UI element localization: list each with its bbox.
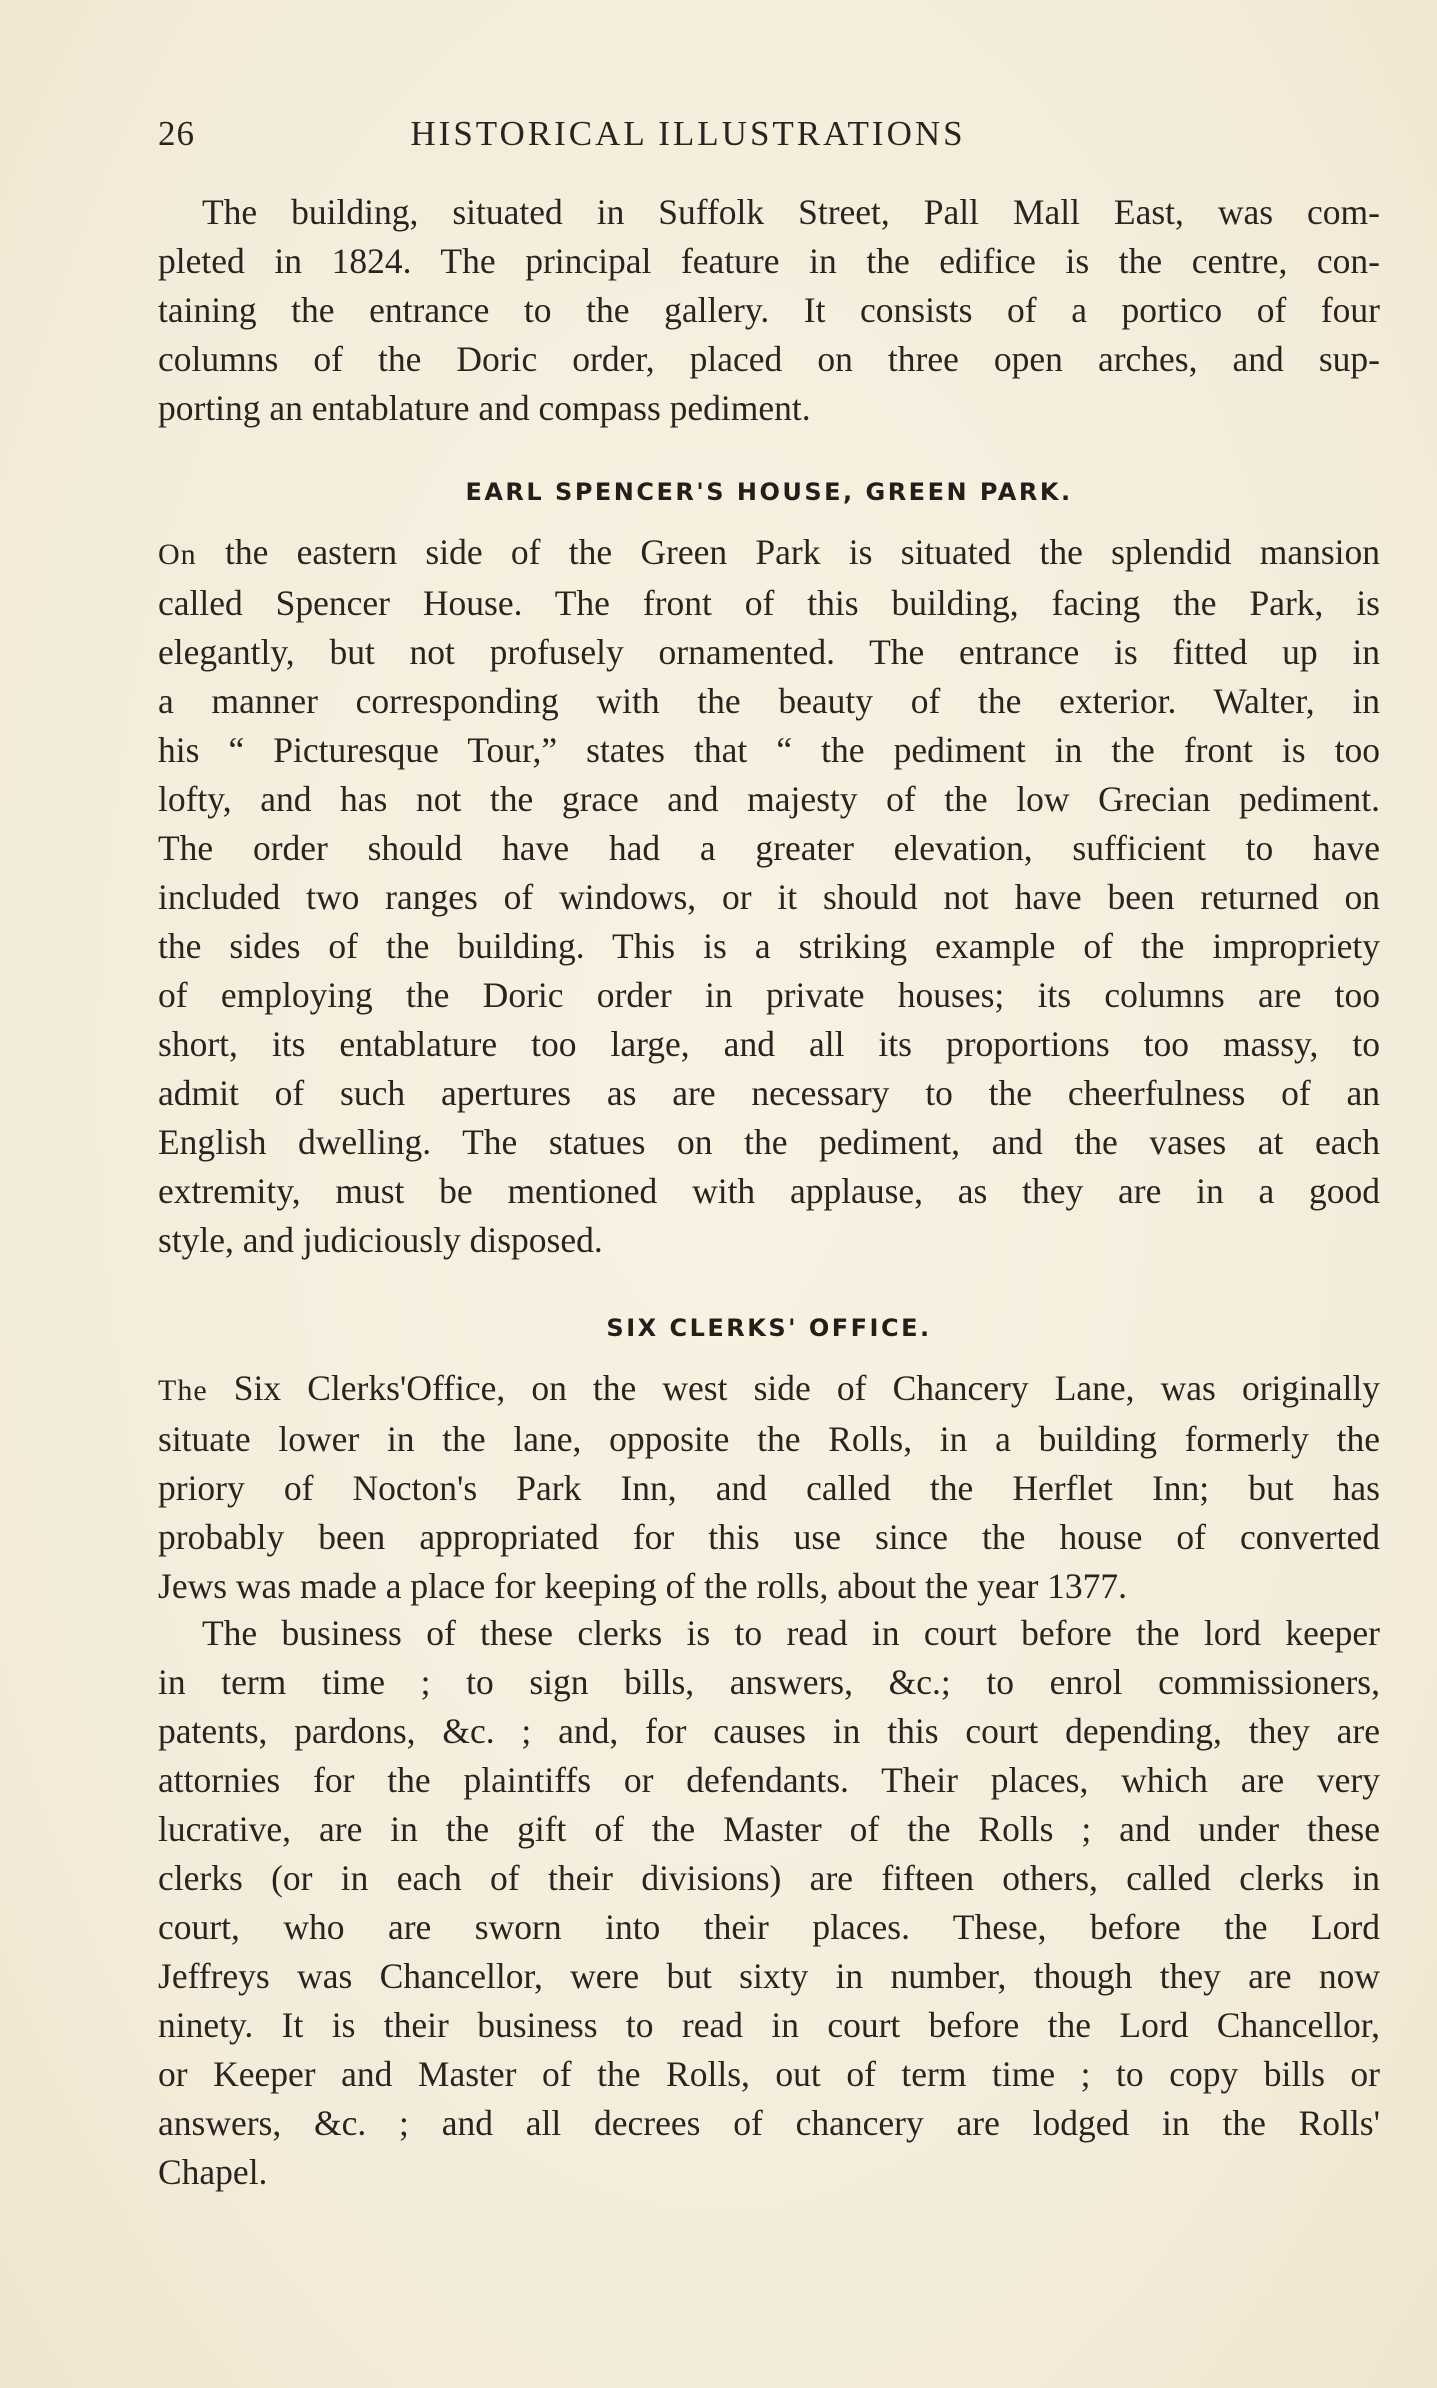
text-line: Chapel. — [158, 2152, 268, 2192]
text-line: the sides of the building. This is a striking example of the impropriety — [158, 926, 1380, 966]
text-line: in term time ; to sign bills, answers, &c.; to enrol commissioners, — [158, 1662, 1380, 1702]
text-line-body: Six Clerks'Office, on the west side of Chancery Lane, was originally — [233, 1368, 1381, 1408]
text-line: Jeffreys was Chancellor, were but sixty in number, though they are now — [158, 1956, 1380, 1996]
text-line: The business of these clerks is to read in court before the lord keeper — [202, 1613, 1380, 1653]
lead-word: The — [158, 1374, 208, 1407]
text-line: attornies for the plaintiffs or defendants. Their places, which are very — [158, 1760, 1380, 1800]
paragraph-building — [158, 188, 1380, 433]
text-line: The building, situated in Suffolk Street, Pall Mall East, was com- — [202, 192, 1380, 232]
text-line: extremity, must be mentioned with applause, as they are in a good — [158, 1171, 1380, 1211]
section-heading-spencer-house: EARL SPENCER'S HOUSE, GREEN PARK. — [465, 478, 1073, 506]
text-line: short, its entablature too large, and all its proportions too massy, to — [158, 1024, 1380, 1064]
text-line: admit of such apertures as are necessary to the cheerfulness of an — [158, 1073, 1380, 1113]
text-line: or Keeper and Master of the Rolls, out of term time ; to copy bills or — [158, 2054, 1380, 2094]
text-line: porting an entablature and compass pediment. — [158, 388, 811, 428]
text-line: Jews was made a place for keeping of the rolls, about the year 1377. — [158, 1566, 1128, 1606]
running-head — [158, 114, 1380, 164]
text-line — [158, 528, 1380, 579]
paragraph-six-clerks — [158, 1364, 1380, 1611]
lead-word: On — [158, 538, 197, 571]
running-title: HISTORICAL ILLUSTRATIONS — [410, 114, 966, 153]
text-line: included two ranges of windows, or it should not have been returned on — [158, 877, 1380, 917]
text-line: The order should have had a greater elevation, sufficient to have — [158, 828, 1380, 868]
text-line — [158, 1364, 1380, 1415]
text-line: style, and judiciously disposed. — [158, 1220, 603, 1260]
text-line: clerks (or in each of their divisions) are fifteen others, called clerks in — [158, 1858, 1380, 1898]
text-line: probably been appropriated for this use since the house of converted — [158, 1517, 1380, 1557]
paragraph-clerks-business — [158, 1609, 1380, 2197]
page-number: 26 — [158, 114, 195, 153]
text-line: lofty, and has not the grace and majesty of the low Grecian pediment. — [158, 779, 1380, 819]
text-line: a manner corresponding with the beauty of the exterior. Walter, in — [158, 681, 1380, 721]
text-line: ninety. It is their business to read in court before the Lord Chancellor, — [158, 2005, 1380, 2045]
text-line: called Spencer House. The front of this building, facing the Park, is — [158, 583, 1380, 623]
text-line: situate lower in the lane, opposite the Rolls, in a building formerly the — [158, 1419, 1380, 1459]
text-line: taining the entrance to the gallery. It consists of a portico of four — [158, 290, 1380, 330]
text-line: English dwelling. The statues on the pediment, and the vases at each — [158, 1122, 1380, 1162]
text-line: patents, pardons, &c. ; and, for causes in this court depending, they are — [158, 1711, 1380, 1751]
paragraph-spencer-house — [158, 528, 1380, 1265]
text-line: lucrative, are in the gift of the Master of the Rolls ; and under these — [158, 1809, 1380, 1849]
text-line: answers, &c. ; and all decrees of chancery are lodged in the Rolls' — [158, 2103, 1380, 2143]
text-line: columns of the Doric order, placed on three open arches, and sup- — [158, 339, 1380, 379]
text-line: priory of Nocton's Park Inn, and called the Herflet Inn; but has — [158, 1468, 1380, 1508]
text-line-body: the eastern side of the Green Park is situated the splendid mansion — [224, 532, 1381, 572]
text-line: of employing the Doric order in private houses; its columns are too — [158, 975, 1380, 1015]
text-line: court, who are sworn into their places. These, before the Lord — [158, 1907, 1380, 1947]
text-line: pleted in 1824. The principal feature in the edifice is the centre, con- — [158, 241, 1380, 281]
text-line: his “ Picturesque Tour,” states that “ the pediment in the front is too — [158, 730, 1380, 770]
text-line: elegantly, but not profusely ornamented. The entrance is fitted up in — [158, 632, 1380, 672]
section-heading-six-clerks: SIX CLERKS' OFFICE. — [606, 1314, 932, 1342]
